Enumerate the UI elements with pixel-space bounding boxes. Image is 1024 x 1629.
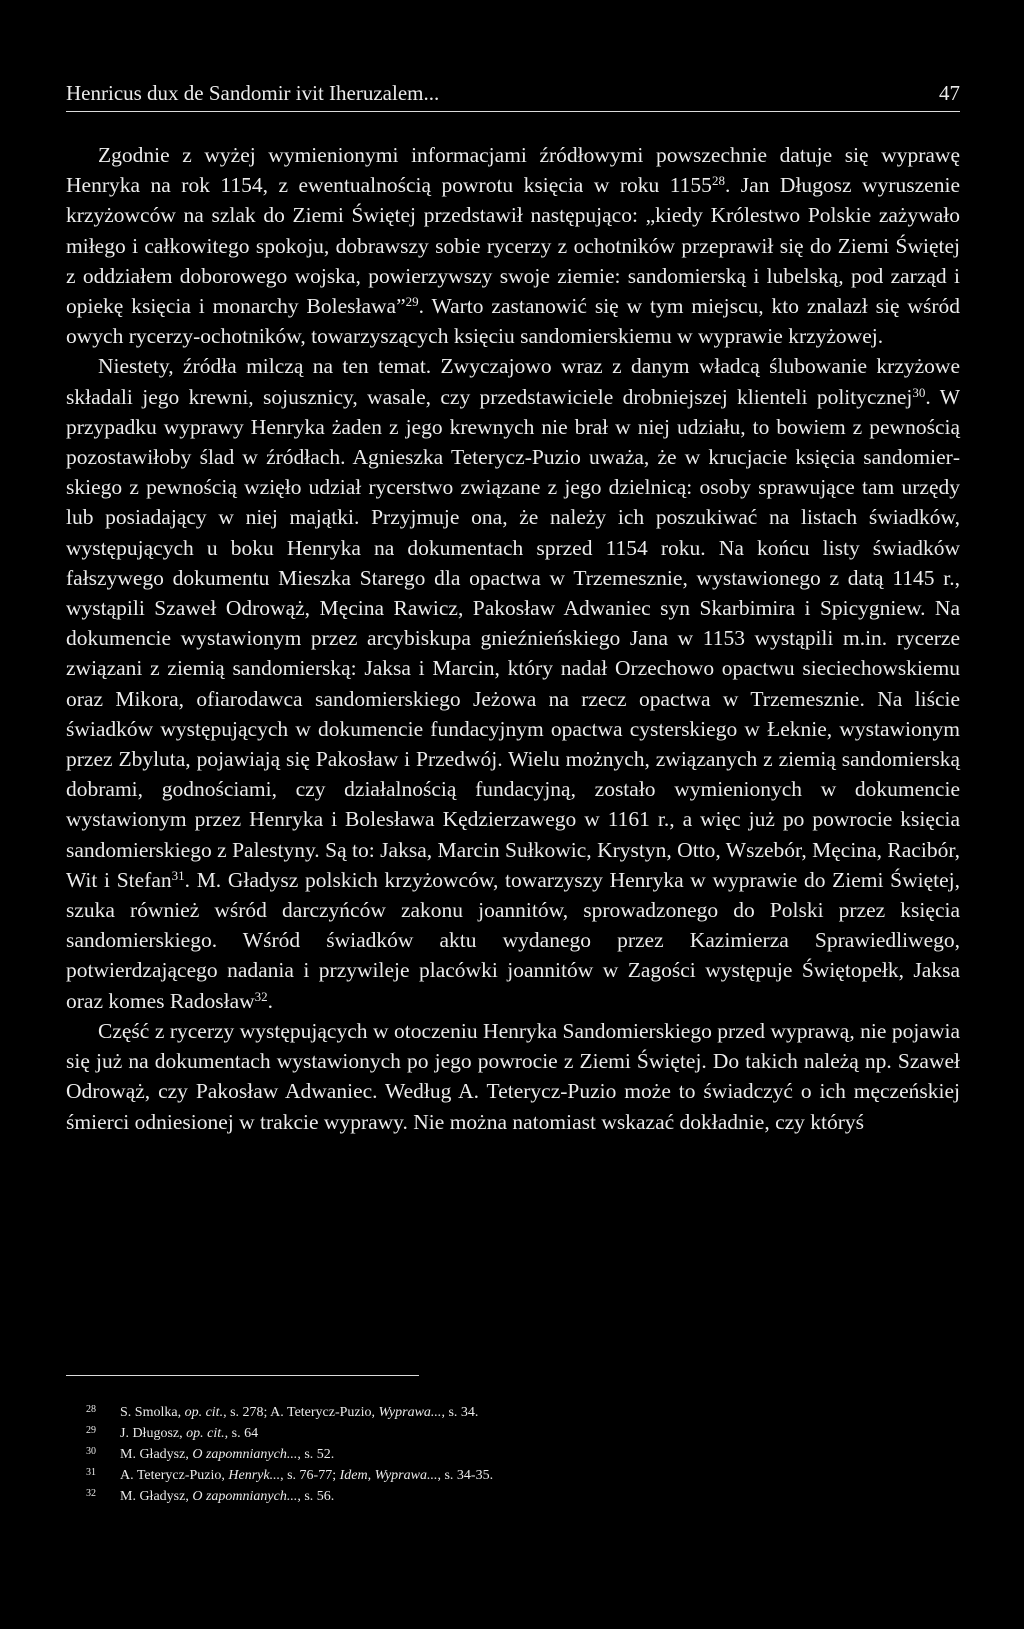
footnote-number: 29	[86, 1425, 96, 1436]
text-run: Część z rycerzy występujących w otoczeniu Henryka Sandomierskiego przed wyprawą, nie pojawia się już na dokumentach wystawionych po jego powrocie z Ziemi Świętej. Do takich należą np. Szaweł Odrowąż, czy Pakosław Adwaniec. Według A. Teterycz-Puzio może to świadczyć o ich męczeńskiej śmierci odniesionej w trakcie wyprawy. Nie można natomiast wskazać dokładnie, czy któryś	[66, 1018, 960, 1134]
footnote-ref: 32	[254, 988, 268, 1004]
italic-run: Idem, Wyprawa...	[339, 1468, 438, 1483]
footnotes	[86, 1402, 960, 1507]
page-number: 47	[939, 81, 960, 105]
footnote-text	[120, 1426, 258, 1441]
text-run: , s. 56.	[297, 1489, 335, 1504]
text-run: .	[267, 988, 274, 1013]
italic-run: op. cit.	[184, 1405, 224, 1420]
footnote-text	[120, 1447, 334, 1462]
text-run: J. Długosz,	[120, 1426, 187, 1441]
footnote-ref: 28	[711, 173, 725, 189]
text-run: . Jan Długosz wyruszenie krzyżowców na szlak do Ziemi Świętej przedstawił następująco: „kiedy Królestwo Polskie zażywało miłego i całkowitego spokoju, dobrawszy sobie rycerzy z ochotników przeprawił się do Ziemi Świętej z oddziałem doborowego wojska, powierzywszy swoje ziemie: sandomierską i lubelską, pod zarząd i opiekę księcia i monarchy Bolesława”	[66, 173, 960, 319]
italic-run: O zapomnianych...	[192, 1447, 298, 1462]
text-run: , s. 34-35.	[437, 1468, 494, 1483]
footnote-28	[86, 1402, 960, 1423]
paragraph-1	[66, 140, 960, 351]
text-run: , s. 64	[224, 1426, 259, 1441]
text-run: M. Gładysz,	[120, 1447, 193, 1462]
text-run: . M. Gładysz polskich krzyżowców, towarzyszy Henryka w wyprawie do Ziemi Świętej, szuka również wśród darczyńców zakonu joannitów, sprowadzonego do Polski przez księcia sandomierskiego. Wśród świadków aktu wydanego przez Kazimierza Sprawiedliwego, potwierdzającego nadania i przywileje placówki joannitów w Zagości występuje Świętopełk, Jaksa oraz komes Radosław	[66, 867, 961, 1013]
text-run: , s. 278; A. Teterycz-Puzio,	[223, 1405, 379, 1420]
italic-run: op. cit.	[186, 1426, 225, 1441]
running-header	[66, 78, 960, 108]
footnote-number: 31	[86, 1467, 96, 1478]
paragraph-2	[66, 351, 960, 1015]
italic-run: Henryk...	[228, 1468, 281, 1483]
text-run: Zgodnie z wyżej wymienionymi informacjami źródłowymi powszechnie datuje się wyprawę Henryka na rok 1154, z ewentualnością powrotu księcia w roku 1155	[66, 143, 960, 198]
text-run: , s. 52.	[297, 1447, 335, 1462]
footnote-number: 28	[86, 1404, 96, 1415]
text-run: M. Gładysz,	[120, 1489, 193, 1504]
footnote-ref: 30	[912, 384, 926, 400]
footnote-number: 30	[86, 1446, 96, 1457]
header-rule	[66, 111, 960, 112]
text-run: Niestety, źródła milczą na ten temat. Zwyczajowo wraz z danym władcą ślubowanie krzyżowe składali jego krewni, sojusznicy, wasale, czy przedstawiciele drobniejszej klienteli politycznej	[66, 354, 960, 409]
running-title: Henricus dux de Sandomir ivit Iheruzalem...	[66, 81, 440, 105]
body-text	[66, 140, 960, 1137]
footnote-text	[120, 1489, 334, 1504]
text-run: . W przypadku wyprawy Henryka żaden z jego krewnych nie brał w niej udziału, to bowiem z pewnością pozostawiłoby ślad w źródłach. Agnieszka Teterycz-Puzio uważa, że w krucjacie księcia sandomierskiego z pewnością wzięło udział rycerstwo związane z jego dzielnicą: osoby sprawujące tam urzędy lub posiadający w niej majątki. Przyjmuje ona, że należy ich poszukiwać na listach świadków, występujących u boku Henryka na dokumentach sprzed 1154 roku. Na końcu listy świadków fałszywego dokumentu Mieszka Starego dla opactwa w Trzemesznie, wystawionego z datą 1145 r., wystąpili Szaweł Odrowąż, Męcina Rawicz, Pakosław Adwaniec syn Skarbimira i Spicygniew. Na dokumencie wystawionym przez arcybiskupa gnieźnieńskiego Jana w 1153 wystąpili m.in. rycerze związani z ziemią sandomierską: Jaksa i Marcin, który nadał Orzechowo opactwu sieciechowskiemu oraz Mikora, ofiarodawca sandomierskiego Jeżowa na rzecz opactwa w Trzemesznie. Na liście świadków występujących w dokumencie fundacyjnym opactwa cysterskiego w Łeknie, wystawionym przez Zbyluta, pojawiają się Pakosław i Przedwój. Wielu możnych, związanych z ziemią sandomierską dobrami, godnościami, czy działalnością fundacyjną, zostało wymienionych w dokumencie wystawionym przez Henryka i Bolesława Kędzierzawego w 1161 r., a więc już po powrocie księcia sandomierskiego z Palestyny. Są to: Jaksa, Marcin Sułkowic, Krystyn, Otto, Wszebór, Męcina, Racibór, Wit i Stefan	[66, 384, 961, 892]
text-run: S. Smolka,	[120, 1405, 185, 1420]
footnote-text	[120, 1468, 493, 1483]
text-run: , s. 76-77;	[280, 1468, 340, 1483]
footnote-text	[120, 1405, 478, 1420]
text-run: , s. 34.	[441, 1405, 479, 1420]
footnote-32	[86, 1486, 960, 1507]
text-run: . Warto zastanowić się w tym miejscu, kto znalazł się wśród owych rycerzy-ochotników, towarzyszących księciu sandomierskiemu w wyprawie krzyżowej.	[66, 294, 960, 349]
footnote-30	[86, 1444, 960, 1465]
italic-run: O zapomnianych...	[192, 1489, 298, 1504]
footnote-ref: 29	[405, 293, 419, 309]
footnote-rule	[66, 1375, 419, 1376]
footnote-number: 32	[86, 1488, 96, 1499]
paragraph-3	[66, 1016, 960, 1137]
text-run: A. Teterycz-Puzio,	[120, 1468, 229, 1483]
footnote-31	[86, 1465, 960, 1486]
footnote-ref: 31	[171, 867, 185, 883]
footnote-29	[86, 1423, 960, 1444]
italic-run: Wyprawa...	[378, 1405, 442, 1420]
